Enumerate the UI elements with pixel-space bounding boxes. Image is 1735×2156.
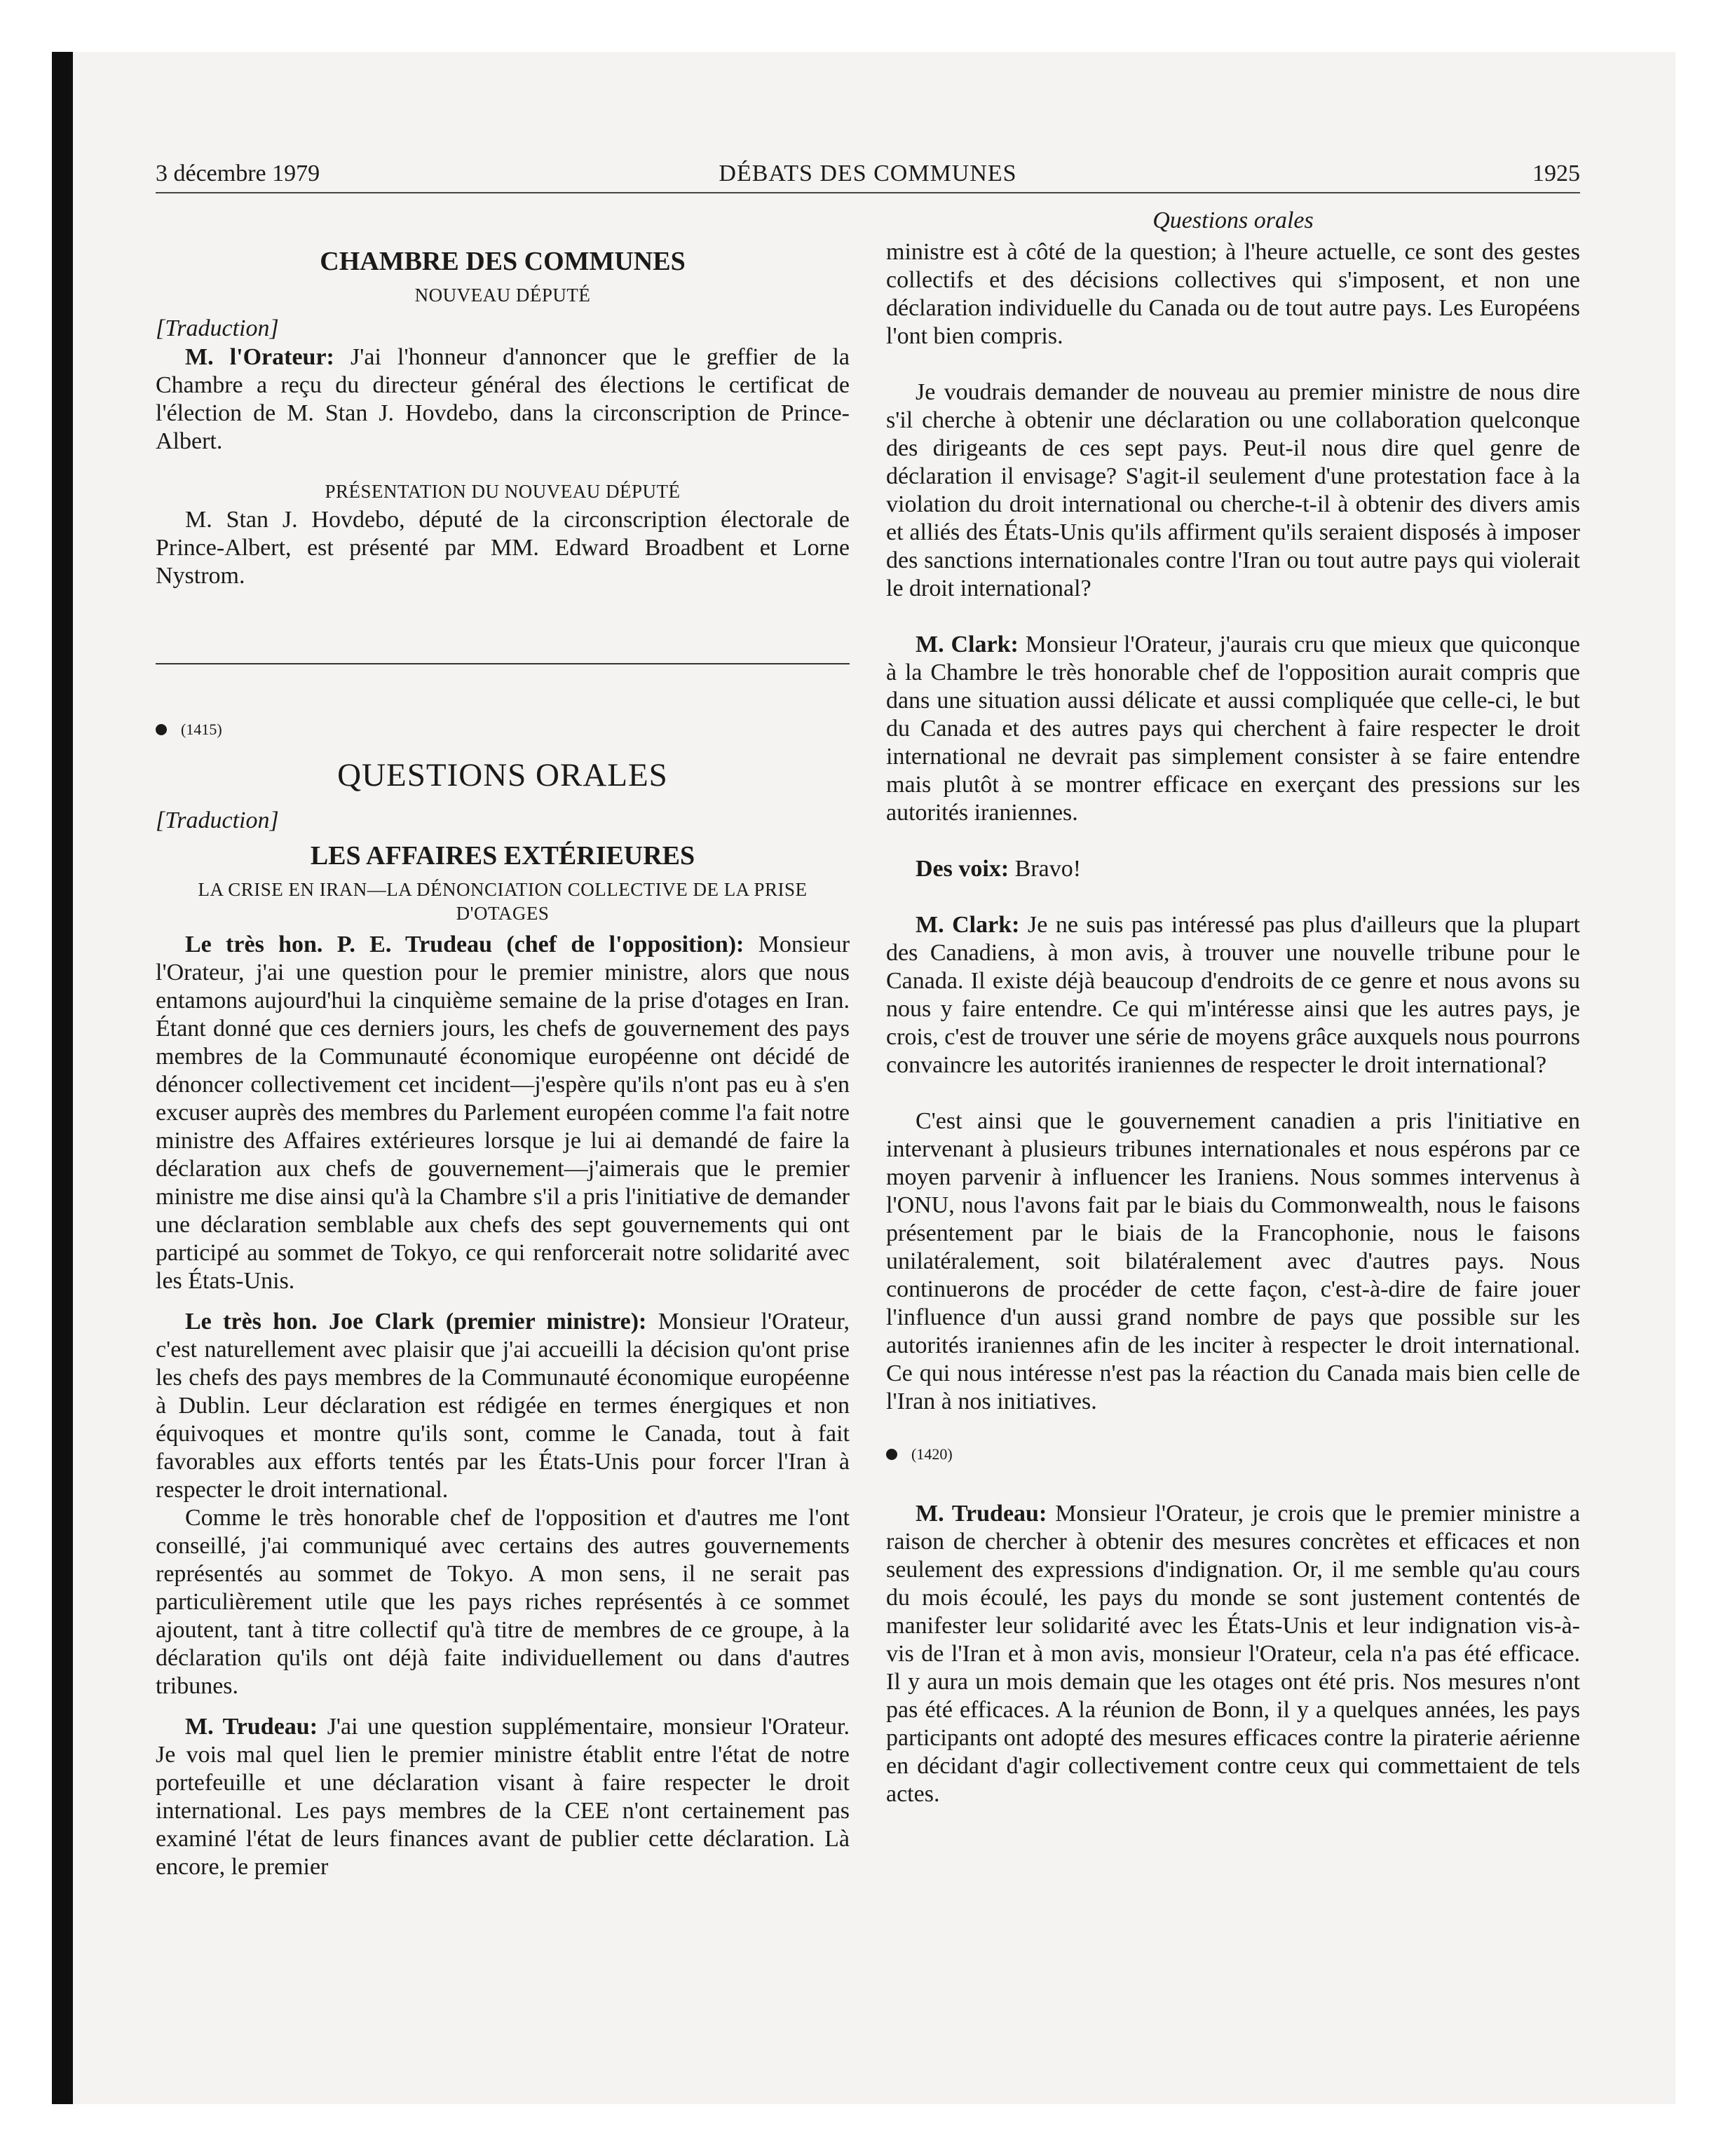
speaker-statement: [156, 343, 850, 456]
questions-heading: QUESTIONS ORALES: [337, 757, 668, 793]
speaker-label: Des voix:: [916, 856, 1009, 882]
publication-title: DÉBATS DES COMMUNES: [719, 161, 1017, 186]
clark-answer: [156, 1308, 850, 1504]
bullet-icon: [156, 724, 167, 735]
presentation-subheading: PRÉSENTATION DU NOUVEAU DÉPUTÉ: [325, 481, 681, 502]
left-column: [156, 203, 850, 1881]
speaker-label: M. l'Orateur:: [185, 344, 334, 370]
speaker-label: Le très hon. Joe Clark (premier ministre):: [185, 1309, 647, 1335]
speech-text: Je ne suis pas intéressé pas plus d'ailleurs que la plupart des Canadiens, à mon avis, à trouver une nouvelle tribune pour le Canada. Il existe déjà beaucoup d'endroits de ce genre et nous avons su nous y faire entendre. Ce qui m'intéresse ainsi que les autres pays, je crois, c'est de trouver une série de moyens grâce auxquels nous pourrons convaincre les autorités iraniennes de respecter le droit international?: [886, 912, 1580, 1078]
speaker-label: Le très hon. P. E. Trudeau (chef de l'opposition):: [185, 932, 744, 957]
speaker-label: M. Trudeau:: [185, 1714, 318, 1740]
continued-paragraph: ministre est à côté de la question; à l'heure actuelle, ce sont des gestes collectifs et des décisions collectives qui s'imposent, et non une déclaration individuelle du Canada ou de tout autre pays. Les Européens l'ont bien compris.: [886, 239, 1580, 349]
section-divider: [156, 663, 850, 664]
speech-text: Monsieur l'Orateur, j'aurais cru que mieux que quiconque à la Chambre le très honorable chef de l'opposition aurait compris que dans une situation aussi délicate et aussi compliquée que celle-ci, le but du Canada et des autres pays qui cherchent à faire respecter le droit international ne devrait pas simplement consister à se faire entendre mais plutôt à se montrer efficace en exerçant des pressions sur les autorités iraniennes.: [886, 632, 1581, 826]
speaker-label: M. Trudeau:: [916, 1501, 1047, 1527]
presentation-paragraph: M. Stan J. Hovdebo, député de la circonscription électorale de Prince-Albert, est présenté par MM. Edward Broadbent et Lorne Nystrom.: [156, 507, 850, 589]
binding-edge: [52, 52, 73, 2104]
timestamp-marker: [156, 719, 850, 740]
clark-reply: [886, 631, 1580, 827]
bullet-icon: [886, 1449, 897, 1460]
right-column: [886, 203, 1580, 1808]
interjection: [886, 855, 1580, 883]
page-number: 1925: [1532, 161, 1580, 186]
translation-note: [Traduction]: [156, 315, 279, 341]
speech-text: Bravo!: [1014, 856, 1082, 882]
timestamp-label: (1415): [181, 721, 222, 738]
speaker-label: M. Clark:: [916, 632, 1019, 657]
trudeau-supplementary: [156, 1713, 850, 1881]
running-section-title: Questions orales: [1152, 207, 1314, 233]
topic-subheading: LA CRISE EN IRAN—LA DÉNONCIATION COLLECTIVE DE LA PRISE D'OTAGES: [198, 879, 808, 924]
translation-note: [Traduction]: [156, 807, 279, 833]
trudeau-followup: [886, 1500, 1580, 1808]
clark-reply: [886, 911, 1580, 1079]
speech-text: Monsieur l'Orateur, j'ai une question pour le premier ministre, alors que nous entamons aujourd'hui la cinquième semaine de la prise d'otages en Iran. Étant donné que ces derniers jours, les chefs de gouvernement des pays membres de la Communauté économique européenne ont décidé de dénoncer collectivement cet incident—j'espère qu'ils n'ont pas eu à s'en excuser auprès des membres du Parlement européen comme l'a fait notre ministre des Affaires extérieures lorsque je lui ai demandé de faire la déclaration aux chefs de gouvernement—j'aimerais que le premier ministre me dise ainsi qu'à la Chambre s'il a pris l'initiative de demander une déclaration semblable aux chefs des sept gouvernements qui ont participé au sommet de Tokyo, ce qui renforcerait notre solidarité avec les États-Unis.: [156, 932, 850, 1294]
chamber-heading: CHAMBRE DES COMMUNES: [320, 247, 686, 276]
timestamp-label: (1420): [911, 1445, 953, 1463]
speech-text: Monsieur l'Orateur, je crois que le premier ministre a raison de chercher à obtenir des mesures concrètes et efficaces et non seulement des expressions d'indignation. Or, il me semble qu'au cours du mois écoulé, les pays du monde se sont justement contentés de manifester leur solidarité avec les États-Unis et leur indignation vis-à-vis de l'Iran et à mon avis, monsieur l'Orateur, cela n'a pas été efficace. Il y aura un mois demain que les otages ont été pris. Nos mesures n'ont pas été efficaces. A la réunion de Bonn, il y a quelques années, les pays participants ont adopté des mesures efficaces contre la piraterie aérienne en décidant d'agir collectivement contre ceux qui commettaient de tels actes.: [886, 1501, 1581, 1807]
new-member-subheading: NOUVEAU DÉPUTÉ: [414, 285, 591, 306]
timestamp-marker: [886, 1444, 1580, 1465]
speaker-text: J'ai l'honneur d'annoncer que le greffier de la Chambre a reçu du directeur général des élections le certificat de l'élection de M. Stan J. Hovdebo, dans la circonscription de Prince-Albert.: [156, 344, 850, 454]
speech-text: Monsieur l'Orateur, c'est naturellement avec plaisir que j'ai accueilli la décision qu'ont prise les chefs des pays membres de la Communauté économique européenne à Dublin. Leur déclaration est rédigée en termes énergiques et non équivoques et montre qu'ils sont, comme le Canada, tout à fait favorables aux efforts tentés par les États-Unis pour forcer l'Iran à respecter le droit international.: [156, 1309, 850, 1503]
section-heading: LES AFFAIRES EXTÉRIEURES: [310, 841, 695, 871]
speech-text: J'ai une question supplémentaire, monsieur l'Orateur. Je vois mal quel lien le premier ministre établit entre l'état de notre portefeuille et une déclaration visant à faire respecter le droit international. Les pays membres de la CEE n'ont certainement pas examiné l'état de leurs finances avant de publier cette déclaration. Là encore, le premier: [156, 1714, 850, 1880]
trudeau-question: [156, 931, 850, 1295]
clark-reply-continued: C'est ainsi que le gouvernement canadien a pris l'initiative en intervenant à plusieurs tribunes internationales et nous espérons par ce moyen parvenir à influencer les Iraniens. Nous sommes intervenus à l'ONU, nous l'avons fait par le biais du Commonwealth, nous le faisons présentement par le biais de la Francophonie, nous le faisons unilatéralement, soit bilatéralement avec d'autres pays. Nous continuerons de procéder de cette façon, c'est-à-dire de faire jouer l'influence d'un aussi grand nombre de pays que possible sur les autorités iraniennes afin de les inciter à respecter le droit international. Ce qui nous intéresse n'est pas la réaction du Canada mais bien celle de l'Iran à nos initiatives.: [886, 1108, 1580, 1414]
sitting-date: 3 décembre 1979: [156, 161, 320, 186]
clark-answer-continued: Comme le très honorable chef de l'opposition et d'autres me l'ont conseillé, j'ai communiqué avec certains des autres gouvernements représentés au sommet de Tokyo. A mon sens, il ne serait pas particulièrement utile que les pays riches représentés à ce sommet ajoutent, tant à titre collectif qu'à titre de membres de ce groupe, à la déclaration qu'ils ont déjà faite individuellement ou dans d'autres tribunes.: [156, 1505, 850, 1699]
speaker-label: M. Clark:: [916, 912, 1020, 938]
trudeau-question-continued: Je voudrais demander de nouveau au premier ministre de nous dire s'il cherche à obtenir une déclaration ou une collaboration quelconque des dirigeants de ces sept pays. Peut-il nous dire quel genre de déclaration il envisage? S'agit-il seulement d'une protestation face à la violation du droit international ou cherche-t-il à obtenir des divers amis et alliés des États-Unis qu'ils affirment qu'ils seraient disposés à imposer des sanctions internationales contre l'Iran ou tout autre pays qui violerait le droit international?: [886, 379, 1580, 601]
running-header: [156, 156, 1580, 193]
